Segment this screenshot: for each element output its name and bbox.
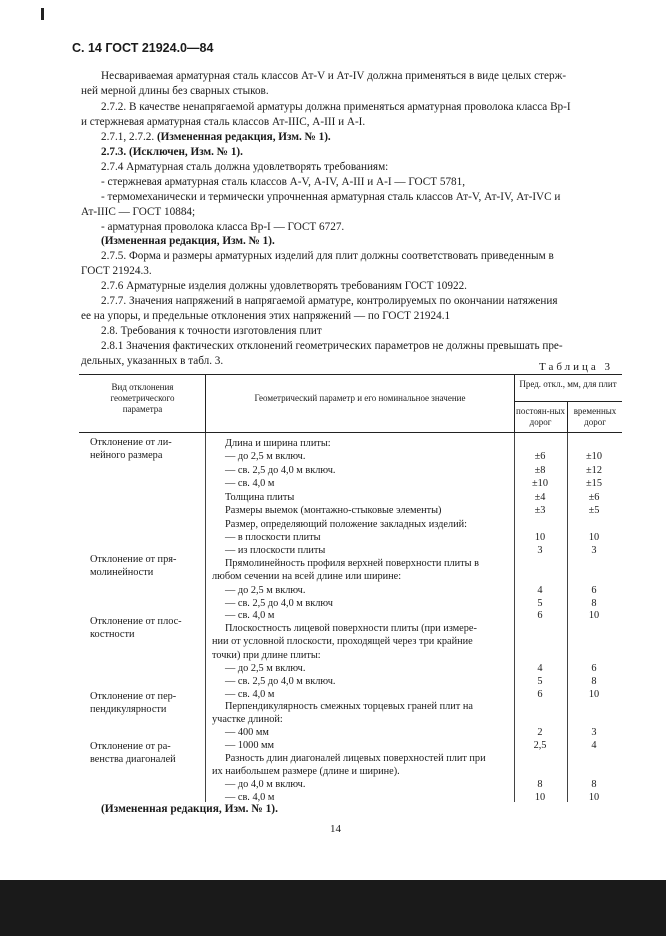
table-value-permanent: 8	[537, 779, 543, 790]
table-header-permanent: постоян-ных дорог	[516, 406, 565, 427]
deviation-type-label: молинейности	[90, 567, 154, 578]
table-param-cell: Длина и ширина плиты:	[225, 438, 331, 449]
table-value-permanent: ±10	[532, 478, 548, 489]
paragraph-line: 2.7.2. В качестве ненапрягаемой арматуры должна применяться арматурная проволока класса Вр-I	[101, 101, 571, 113]
table-top-rule	[79, 374, 622, 375]
table-param-cell: — из плоскости плиты	[225, 545, 326, 556]
table-value-temporary: 6	[591, 663, 597, 674]
deviation-type-label: Отклонение от плос-	[90, 616, 182, 627]
paragraph-line: 2.7.6 Арматурные изделия должны удовлетворять требованиям ГОСТ 10922.	[101, 280, 467, 292]
paragraph-line: и стержневая арматурная сталь классов Ат-IIIС, А-III и А-I.	[81, 116, 366, 128]
scan-border	[0, 880, 666, 936]
table-value-permanent: 10	[534, 532, 546, 543]
table-param-cell: — св. 4,0 м	[225, 478, 275, 489]
table-value-temporary: ±12	[586, 465, 602, 476]
deviation-type-label: Отклонение от пер-	[90, 691, 177, 702]
table-param-cell: Толщина плиты	[225, 492, 295, 503]
table-title: Таблица 3	[539, 361, 614, 373]
table-param-cell: — св. 4,0 м	[225, 610, 275, 621]
deviation-type-label: нейного размера	[90, 450, 163, 461]
table-param-cell: нии от условной плоскости, проходящей через три крайние	[212, 636, 473, 647]
table-param-cell: — 1000 мм	[225, 740, 275, 751]
paragraph-line	[101, 130, 331, 144]
table-param-cell: точки) при длине плиты:	[212, 650, 321, 661]
table-param-cell: участке длиной:	[212, 714, 283, 725]
paragraph-line: 2.7.3. (Исключен, Изм. № 1).	[101, 146, 243, 158]
table-param-cell: Плоскостность лицевой поверхности плиты (при измере-	[225, 623, 477, 634]
table-col-divider	[567, 432, 568, 802]
paragraph-line: (Измененная редакция, Изм. № 1).	[101, 235, 275, 247]
table-param-cell: Перпендикулярность смежных торцевых граней плит на	[225, 701, 473, 712]
table-value-permanent: 6	[537, 689, 543, 700]
table-value-temporary: 8	[591, 779, 597, 790]
paragraph-line: ГОСТ 21924.3.	[81, 265, 152, 277]
table-header-temporary: временных дорог	[573, 406, 617, 427]
table-value-permanent: 5	[537, 676, 543, 687]
table-param-cell: Разность длин диагоналей лицевых поверхностей плит при	[225, 753, 486, 764]
table-value-permanent: 4	[537, 585, 543, 596]
deviation-type-label: пендикулярности	[90, 704, 167, 715]
table-value-temporary: 4	[591, 740, 597, 751]
deviation-type-label: Отклонение от ли-	[90, 437, 172, 448]
table-value-permanent: 5	[537, 598, 543, 609]
table-param-cell: — до 2,5 м включ.	[225, 451, 306, 462]
table-header-tolerance: Пред. откл., мм, для плит	[519, 379, 617, 389]
page-number: 14	[330, 823, 341, 835]
table-value-permanent: ±3	[534, 505, 546, 516]
table-value-temporary: 8	[591, 598, 597, 609]
section-heading: 2.8. Требования к точности изготовления плит	[101, 325, 322, 337]
table-value-temporary: ±10	[586, 451, 602, 462]
table-param-cell: — в плоскости плиты	[225, 532, 321, 543]
table-col-divider	[514, 432, 515, 802]
table-value-temporary: 10	[588, 792, 600, 803]
table-value-permanent: 10	[534, 792, 546, 803]
table-value-permanent: 6	[537, 610, 543, 621]
deviation-type-label: Отклонение от ра-	[90, 741, 171, 752]
table-value-temporary: 10	[588, 610, 600, 621]
paragraph-line: 2.7.5. Форма и размеры арматурных изделий для плит должны соответствовать приведенным в	[101, 250, 554, 262]
table-param-cell: Прямолинейность профиля верхней поверхности плиты в	[225, 558, 480, 569]
table-value-temporary: ±6	[588, 492, 600, 503]
table-col-divider	[205, 374, 206, 432]
paragraph-line: дельных, указанных в табл. 3.	[81, 355, 224, 367]
table-value-temporary: 10	[588, 689, 600, 700]
table-value-permanent: ±6	[534, 451, 546, 462]
paragraph-line: 2.7.7. Значения напряжений в напрягаемой арматуре, контролируемых по окончании натяжения	[101, 295, 558, 307]
table-value-permanent: 2	[537, 727, 543, 738]
table-value-permanent: 2,5	[533, 740, 547, 751]
table-value-temporary: ±5	[588, 505, 600, 516]
deviation-type-label: костности	[90, 629, 135, 640]
table-param-cell: Размеры выемок (монтажно-стыковые элементы)	[225, 505, 442, 516]
table-param-cell: Размер, определяющий положение закладных изделий:	[225, 519, 467, 530]
page-header: С. 14 ГОСТ 21924.0—84	[72, 41, 214, 55]
table-param-cell: — св. 2,5 до 4,0 м включ.	[225, 465, 336, 476]
table-value-temporary: 8	[591, 676, 597, 687]
paragraph-line: 2.7.4 Арматурная сталь должна удовлетворять требованиям:	[101, 161, 389, 173]
paragraph-line: ее на упоры, и предельные отклонения этих напряжений — по ГОСТ 21924.1	[81, 310, 451, 322]
table-param-cell: — св. 2,5 до 4,0 м включ.	[225, 676, 336, 687]
table-param-cell: любом сечении на всей длине или ширине:	[212, 571, 402, 582]
table-param-cell: — до 2,5 м включ.	[225, 663, 306, 674]
table-param-cell: — св. 4,0 м	[225, 792, 275, 803]
table-param-cell: — св. 4,0 м	[225, 689, 275, 700]
table-param-cell: их наибольшем размере (длине и ширине).	[212, 766, 400, 777]
table-header-type: Вид отклонения геометрического параметра	[110, 382, 175, 414]
table-value-permanent: 4	[537, 663, 543, 674]
table-value-permanent: ±4	[534, 492, 546, 503]
paragraph-line: - термомеханически и термически упрочненная арматурная сталь классов Ат-V, Ат-IV, Ат-IVС и	[101, 191, 561, 203]
paragraph-line: 2.8.1 Значения фактических отклонений геометрических параметров не должны превышать пре-	[101, 340, 563, 352]
table-value-temporary: 10	[588, 532, 600, 543]
table-header-param: Геометрический параметр и его номинальное значение	[254, 393, 466, 403]
paragraph-line: ней мерной длины без сварных стыков.	[81, 85, 269, 97]
table-subheader-rule	[514, 401, 622, 402]
deviation-type-label: Отклонение от пря-	[90, 554, 177, 565]
table-value-temporary: 3	[591, 727, 597, 738]
table-value-permanent: 3	[537, 545, 543, 556]
table-value-temporary: ±15	[586, 478, 602, 489]
deviation-type-label: венства диагоналей	[90, 754, 176, 765]
paragraph-line: Ат-IIIС — ГОСТ 10884;	[81, 206, 196, 218]
table-col-divider	[205, 432, 206, 802]
table-param-cell: — св. 2,5 до 4,0 м включ	[225, 598, 333, 609]
table-param-cell: — до 4,0 м включ.	[225, 779, 306, 790]
paragraph-line: - стержневая арматурная сталь классов А-V, А-IV, А-III и А-I — ГОСТ 5781,	[101, 176, 466, 188]
paragraph-line: - арматурная проволока класса Вр-I — ГОСТ 6727.	[101, 221, 345, 233]
section-ref: 2.7.1, 2.7.2.	[101, 131, 157, 143]
paragraph-line: Несвариваемая арматурная сталь классов Ат-V и Ат-IV должна применяться в виде целых стерж-	[101, 70, 567, 82]
amendment-note: (Измененная редакция, Изм. № 1).	[156, 131, 331, 143]
table-param-cell: — 400 мм	[225, 727, 269, 738]
table-value-temporary: 3	[591, 545, 597, 556]
scan-mark	[41, 8, 44, 20]
table-value-temporary: 6	[591, 585, 597, 596]
amendment-note: (Измененная редакция, Изм. № 1).	[101, 803, 278, 815]
table-param-cell: — до 2,5 м включ.	[225, 585, 306, 596]
table-header-rule	[79, 432, 622, 433]
table-value-permanent: ±8	[534, 465, 546, 476]
